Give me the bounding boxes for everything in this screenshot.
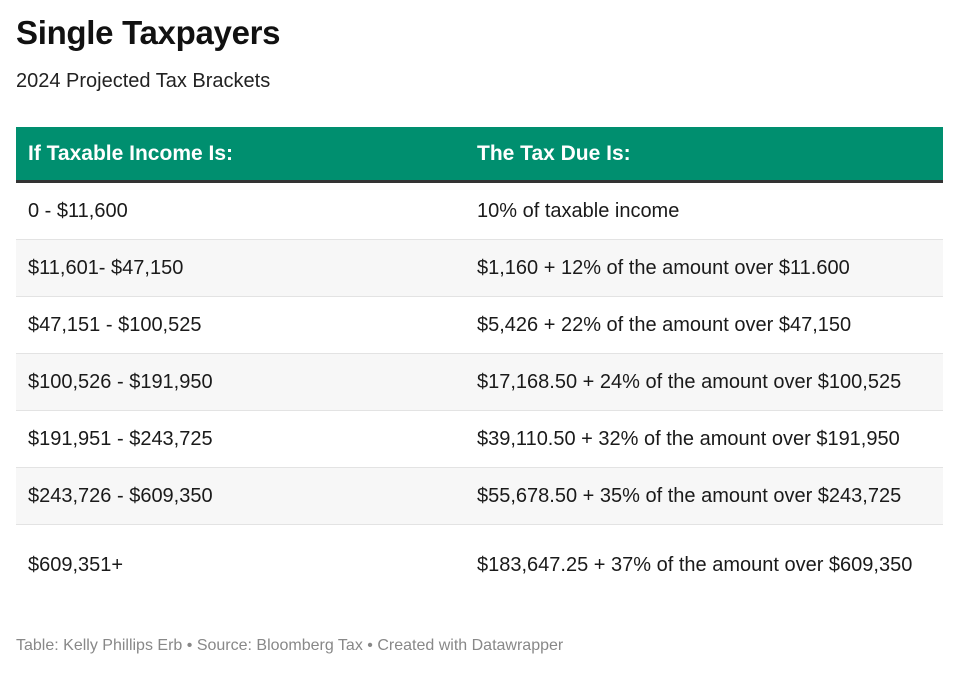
chart-footer [16,637,563,655]
table-credit: Table: Kelly Phillips Erb [16,637,183,654]
chart-title: Single Taxpayers [16,14,281,51]
table-row [16,354,943,411]
table-row [16,297,943,354]
income-range-cell: $11,601- $47,150 [28,256,184,279]
income-range-cell: $191,951 - $243,725 [28,427,213,450]
tax-due-cell: $55,678.50 + 35% of the amount over $243,725 [477,484,902,507]
tax-due-cell: $1,160 + 12% of the amount over $11.600 [477,256,850,279]
chart-subtitle: 2024 Projected Tax Brackets [16,70,271,92]
header-tax-due: The Tax Due Is: [477,141,631,165]
footer-separator: • [367,637,373,654]
table-row [16,411,943,468]
tax-due-cell: $183,647.25 + 37% of the amount over $609,350 [477,554,913,576]
income-range-cell: $609,351+ [28,554,124,576]
created-with-credit: Created with Datawrapper [377,637,564,654]
income-range-cell: $243,726 - $609,350 [28,484,213,507]
tax-bracket-table [16,127,943,605]
tax-due-cell: $17,168.50 + 24% of the amount over $100,525 [477,370,902,393]
table-row [16,525,943,605]
income-range-cell: $100,526 - $191,950 [28,370,213,393]
footer-separator: • [186,637,193,654]
header-taxable-income: If Taxable Income Is: [28,141,234,165]
tax-due-cell: $5,426 + 22% of the amount over $47,150 [477,313,852,336]
source-credit: Source: Bloomberg Tax [196,637,363,654]
table-row [16,183,943,240]
table-header [16,127,943,183]
table-row [16,240,943,297]
tax-due-cell: 10% of taxable income [477,199,680,222]
income-range-cell: $47,151 - $100,525 [28,313,202,336]
tax-due-cell: $39,110.50 + 32% of the amount over $191,950 [477,427,900,450]
table-row [16,468,943,525]
income-range-cell: 0 - $11,600 [28,199,128,222]
